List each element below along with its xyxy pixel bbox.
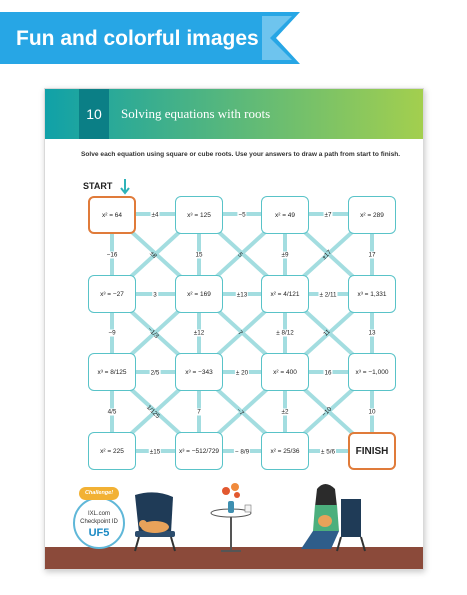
maze-box: x³ = −1,000 bbox=[348, 353, 396, 391]
badge-site: IXL.com bbox=[87, 511, 110, 517]
edge-label: − 8/9 bbox=[234, 448, 250, 456]
checkpoint-badge bbox=[71, 487, 127, 557]
chair-icon bbox=[341, 499, 361, 537]
edge-label: ±2 bbox=[281, 408, 289, 416]
vase-icon bbox=[228, 501, 234, 513]
edge-label: 15 bbox=[195, 251, 203, 259]
section-banner bbox=[0, 12, 300, 64]
worksheet-page bbox=[44, 88, 424, 570]
maze-box: x³ = −343 bbox=[175, 353, 223, 391]
cafe-illustration bbox=[125, 481, 424, 561]
maze-box: x² = 169 bbox=[175, 275, 223, 313]
maze-box: x³ = 8/125 bbox=[88, 353, 136, 391]
edge-label: 4/5 bbox=[107, 408, 117, 416]
maze-box: x² = 225 bbox=[88, 432, 136, 470]
badge-checkpoint-code: UF5 bbox=[88, 527, 110, 539]
edge-label: 1/125 bbox=[144, 403, 162, 421]
instructions: Solve each equation using square or cube roots. Use your answers to draw a path from start to finish. bbox=[81, 151, 401, 158]
edge-label: ±17 bbox=[320, 248, 334, 262]
edge-label: ±4 bbox=[151, 211, 159, 219]
edge-label: 11 bbox=[322, 328, 332, 338]
edge-label: −16 bbox=[106, 251, 118, 259]
maze-box: x³ = −512/729 bbox=[175, 432, 223, 470]
chapter-title: Solving equations with roots bbox=[121, 106, 271, 121]
edge-label: 13 bbox=[368, 329, 376, 337]
maze-box: x² = 400 bbox=[261, 353, 309, 391]
cat-icon bbox=[318, 515, 332, 527]
edge-label: −1/3 bbox=[146, 326, 160, 340]
edge-label: −7 bbox=[234, 406, 246, 418]
maze-box-start: x² = 64 bbox=[88, 196, 136, 234]
edge-label: −10 bbox=[320, 405, 334, 419]
maze-box: x² = 49 bbox=[261, 196, 309, 234]
edge-label: 7 bbox=[236, 329, 244, 337]
edge-label: 7 bbox=[197, 408, 201, 416]
challenge-tag: Challenge! bbox=[79, 487, 119, 500]
edge-label: 17 bbox=[368, 251, 376, 259]
banner-title: Fun and colorful images bbox=[16, 27, 259, 50]
chapter-number: 10 bbox=[79, 89, 109, 139]
edge-label: ±13 bbox=[236, 291, 248, 299]
edge-label: ± 2/11 bbox=[319, 291, 337, 299]
maze-box: x³ = 125 bbox=[175, 196, 223, 234]
maze-box: x² = 289 bbox=[348, 196, 396, 234]
edge-label: ± 8/12 bbox=[276, 329, 294, 337]
maze-box: x² = 4/121 bbox=[261, 275, 309, 313]
edge-label: 3 bbox=[153, 291, 157, 299]
maze-box: x³ = −27 bbox=[88, 275, 136, 313]
edge-label: 10 bbox=[368, 408, 376, 416]
edge-label: ±9 bbox=[281, 251, 289, 259]
edge-label: ±8 bbox=[148, 250, 158, 260]
edge-label: 5 bbox=[236, 251, 244, 259]
maze-box: x³ = 1,331 bbox=[348, 275, 396, 313]
start-label: START bbox=[83, 181, 113, 191]
edge-label: ±15 bbox=[149, 448, 161, 456]
edge-label: ± 20 bbox=[235, 369, 249, 377]
cup-icon bbox=[245, 505, 251, 512]
edge-label: −9 bbox=[108, 329, 116, 337]
edge-label: ±7 bbox=[324, 211, 332, 219]
edge-label: 2/5 bbox=[150, 369, 160, 377]
edge-label: ±12 bbox=[193, 329, 205, 337]
edge-label: ± 5/6 bbox=[321, 448, 335, 456]
maze-box-finish: FINISH bbox=[348, 432, 396, 470]
edge-label: −5 bbox=[238, 211, 246, 219]
maze-box: x² = 25/36 bbox=[261, 432, 309, 470]
badge-checkpoint-label: Checkpoint ID bbox=[80, 519, 118, 525]
edge-label: 16 bbox=[324, 369, 332, 377]
